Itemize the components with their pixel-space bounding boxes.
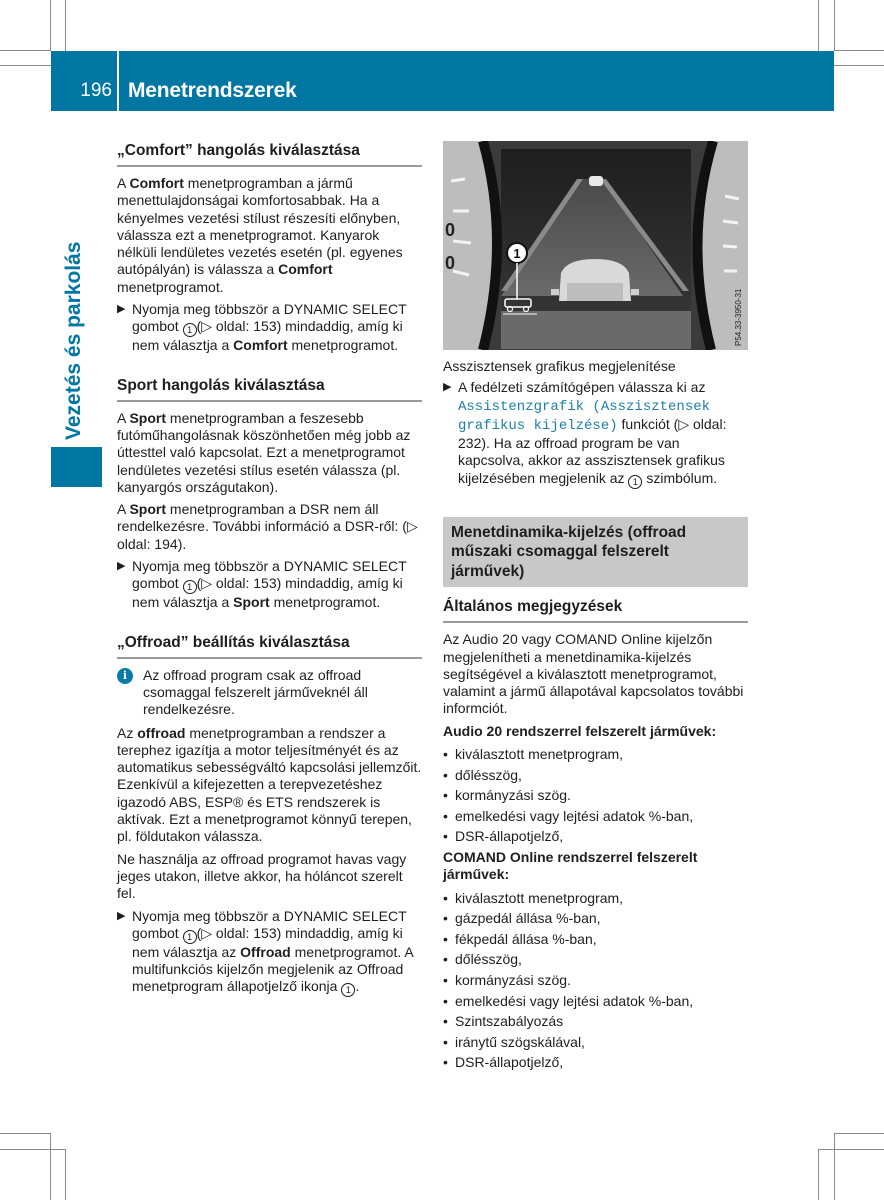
sport-heading: Sport hangolás kiválasztása xyxy=(117,376,422,402)
side-tab-label: Vezetés és parkolás xyxy=(62,241,85,440)
menu-function-name: Assistenzgrafik (Asszisztensek grafikus kijelzése) xyxy=(458,398,711,434)
step-arrow-icon: ▶ xyxy=(117,560,126,573)
svg-text:1: 1 xyxy=(513,246,521,261)
assistance-graphic-illustration xyxy=(443,141,748,350)
step-arrow-icon: ▶ xyxy=(117,909,126,922)
dynamics-display-heading: Menetdinamika-kijelzés (offroad műszaki csomaggal felszerelt járművek) xyxy=(443,517,748,588)
page-link: (▷ oldal: 153) mindaddig, amíg ki nem választja a xyxy=(132,318,403,354)
page-number: 196 xyxy=(80,80,112,101)
general-notes-paragraph: Az Audio 20 vagy COMAND Online kijelzőn megjelenítheti a menetdinamika-kijelzés segítségével a kiválasztott menetprogramot, valamint a jármű állapotával kapcsolatos további informciót. xyxy=(443,631,744,717)
callout-1-icon: 1 xyxy=(341,983,355,997)
sport-section xyxy=(117,376,422,612)
audio20-list xyxy=(443,746,748,846)
general-notes-heading: Általános megjegyzések xyxy=(443,597,748,623)
list-item: • emelkedési vagy lejtési adatok %-ban, xyxy=(443,993,748,1010)
step-arrow-icon: ▶ xyxy=(443,381,452,394)
audio20-label: Audio 20 rendszerrel felszerelt járművek: xyxy=(443,722,717,739)
comfort-paragraph: A Comfort menetprogramban a jármű menettulajdonságai komfortosabbak. Ha a kényelmes vezetési stílust részesíti előnyben, válassza ezt a menetprogramot. Kanyarok nélküli lendületes vezetés esetén (pl. egyenes autópályán) is válassza a Comfort menetprogramot. xyxy=(117,175,403,295)
chapter-title: Menetrendszerek xyxy=(128,79,297,102)
side-tab-marker xyxy=(51,447,102,487)
offroad-step: ▶ Nyomja meg többször a DYNAMIC SELECT gombot 1 (▷ oldal: 153) mindaddig, amíg ki nem választja az Offroad menetprogramot. A multifunkciós kijelzőn megjelenik az Offroad menetprogram állapotjelző ikonja 1 . xyxy=(117,907,413,996)
right-column xyxy=(443,141,748,1075)
svg-text:0: 0 xyxy=(445,253,456,273)
comfort-heading: „Comfort” hangolás kiválasztása xyxy=(117,141,422,167)
info-icon: i xyxy=(117,668,133,684)
offroad-section xyxy=(117,633,422,998)
list-item: • DSR-állapotjelző, xyxy=(443,1054,748,1071)
list-item: • iránytű szögskálával, xyxy=(443,1034,748,1051)
list-item: • dőlésszög, xyxy=(443,951,748,968)
list-item: • DSR-állapotjelző, xyxy=(443,828,748,845)
assist-step: ▶ A fedélzeti számítógépen válassza ki az Assistenzgrafik (Asszisztensek grafikus kijelzése) funkciót (▷ oldal: 232). Ha az offroad program be van kapcsolva, akkor az asszisztensek grafikus kijelzésében megjelenik az 1 szimbólum. xyxy=(443,379,727,487)
comand-list xyxy=(443,890,748,1072)
list-item: • kormányzási szög. xyxy=(443,972,748,989)
callout-1-icon: 1 xyxy=(183,930,197,944)
callout-1-icon: 1 xyxy=(183,580,197,594)
figure-caption: Asszisztensek grafikus megjelenítése xyxy=(443,358,676,374)
list-item: • gázpedál állása %-ban, xyxy=(443,910,748,927)
svg-text:P54.33-3950-31: P54.33-3950-31 xyxy=(734,288,743,346)
sport-paragraph-1: A Sport menetprogramban a feszesebb futóműhangolásnak köszönhetően még jobb az úttesttel való kapcsolat. Ezt a menetprogramot lendületes vezetési stílus esetén válassza (pl. kanyargós országutakon). xyxy=(117,409,411,495)
list-item: • kiválasztott menetprogram, xyxy=(443,746,748,763)
info-note: i Az offroad program csak az offroad csomaggal felszerelt járműveknél áll rendelkezésre. xyxy=(117,667,422,719)
sport-paragraph-2: A Sport menetprogramban a DSR nem áll rendelkezésre. További információ a DSR-ről: (▷ oldal: 194). xyxy=(117,501,418,552)
list-item: • Szintszabályozás xyxy=(443,1013,748,1030)
callout-1-icon: 1 xyxy=(628,475,642,489)
list-item: • kormányzási szög. xyxy=(443,787,748,804)
page-link: (▷ oldal: 153) mindaddig, amíg ki nem választja az xyxy=(132,924,403,960)
step-arrow-icon: ▶ xyxy=(117,303,126,316)
comfort-section xyxy=(117,141,422,355)
crop-mark-bottom-left-inner xyxy=(0,1149,66,1200)
page-link: (▷ oldal: 153) mindaddig, amíg ki nem választja a xyxy=(132,575,403,611)
list-item: • fékpedál állása %-ban, xyxy=(443,931,748,948)
crop-mark-bottom-right-inner xyxy=(818,1149,884,1200)
callout-1-icon: 1 xyxy=(183,323,197,337)
header-divider xyxy=(117,51,119,111)
offroad-paragraph-2: Ne használja az offroad programot havas vagy jeges utakon, illetve akkor, ha hóláncot szerelt fel. xyxy=(117,850,407,902)
svg-text:0: 0 xyxy=(445,220,456,240)
list-item: • kiválasztott menetprogram, xyxy=(443,890,748,907)
instrument-cluster-figure xyxy=(443,141,748,350)
sport-step: ▶ Nyomja meg többször a DYNAMIC SELECT gombot 1 (▷ oldal: 153) mindaddig, amíg ki nem választja a Sport menetprogramot. xyxy=(117,558,407,611)
list-item: • dőlésszög, xyxy=(443,767,748,784)
comand-label: COMAND Online rendszerrel felszerelt járművek: xyxy=(443,849,698,883)
left-column xyxy=(117,141,422,1002)
offroad-heading: „Offroad” beállítás kiválasztása xyxy=(117,633,422,659)
list-item: • emelkedési vagy lejtési adatok %-ban, xyxy=(443,808,748,825)
offroad-paragraph-1: Az offroad menetprogramban a rendszer a terephez igazítja a motor teljesítményét és az automatikus sebességváltó kapcsolási jellemzőit. Ezenkívül a kifejezetten a terepvezetéshez igazodó ABS, ESP® és ETS rendszerek is aktívak. Ezt a menetprogramot könnyű terepen, pl. földutakon válassza. xyxy=(117,724,422,845)
comfort-step: ▶ Nyomja meg többször a DYNAMIC SELECT gombot 1 (▷ oldal: 153) mindaddig, amíg ki nem választja a Comfort menetprogramot. xyxy=(117,301,407,354)
